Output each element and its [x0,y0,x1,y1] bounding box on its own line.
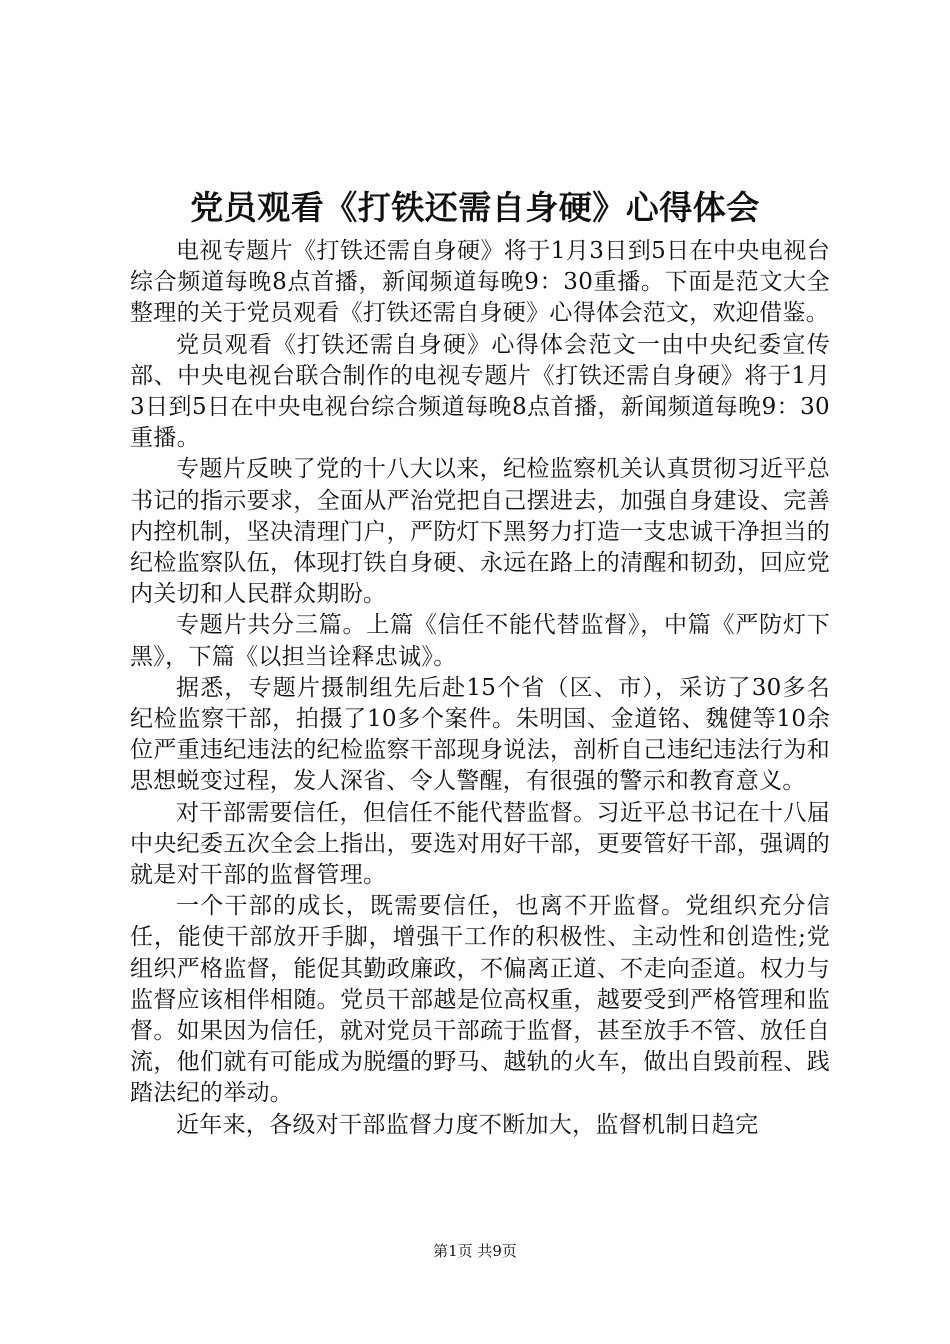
paragraph: 专题片共分三篇。上篇《信任不能代替监督》，中篇《严防灯下黑》，下篇《以担当诠释忠诚》。 [130,612,830,670]
paragraph: 党员观看《打铁还需自身硬》心得体会范文一由中央纪委宣传部、中央电视台联合制作的电视专题片《打铁还需自身硬》将于1月3日到5日在中央电视台综合频道每晚8点首播，新闻频道每晚9：30重播。 [130,331,830,452]
document-body [130,236,830,1141]
paragraph: 专题片反映了党的十八大以来，纪检监察机关认真贯彻习近平总书记的指示要求，全面从严治党把自己摆进去，加强自身建设、完善内控机制，坚决清理门户，严防灯下黑努力打造一支忠诚干净担当的纪检监察队伍，体现打铁自身硬、永远在路上的清醒和韧劲，回应党内关切和人民群众期盼。 [130,456,830,608]
paragraph: 一个干部的成长，既需要信任，也离不开监督。党组织充分信任，能使干部放开手脚，增强干工作的积极性、主动性和创造性;党组织严格监督，能促其勤政廉政，不偏离正道、不走向歪道。权力与监督应该相伴相随。党员干部越是位高权重，越要受到严格管理和监督。如果因为信任，就对党员干部疏于监督，甚至放手不管、放任自流，他们就有可能成为脱缰的野马、越轨的火车，做出自毁前程、践踏法纪的举动。 [130,893,830,1107]
paragraph: 对干部需要信任，但信任不能代替监督。习近平总书记在十八届中央纪委五次全会上指出，要选对用好干部，更要管好干部，强调的就是对干部的监督管理。 [130,799,830,889]
paragraph: 据悉，专题片摄制组先后赴15个省（区、市），采访了30多名纪检监察干部，拍摄了10多个案件。朱明国、金道铭、魏健等10余位严重违纪违法的纪检监察干部现身说法，剖析自己违纪违法行为和思想蜕变过程，发人深省、令人警醒，有很强的警示和教育意义。 [130,674,830,795]
paragraph: 电视专题片《打铁还需自身硬》将于1月3日到5日在中央电视台综合频道每晚8点首播，新闻频道每晚9：30重播。下面是范文大全整理的关于党员观看《打铁还需自身硬》心得体会范文，欢迎借鉴。 [130,238,830,327]
page-footer: 第1页 共9页 [433,1242,517,1260]
paragraph: 近年来，各级对干部监督力度不断加大，监督机制日趋完 [176,1111,759,1138]
document-title: 党员观看《打铁还需自身硬》心得体会 [190,188,760,227]
